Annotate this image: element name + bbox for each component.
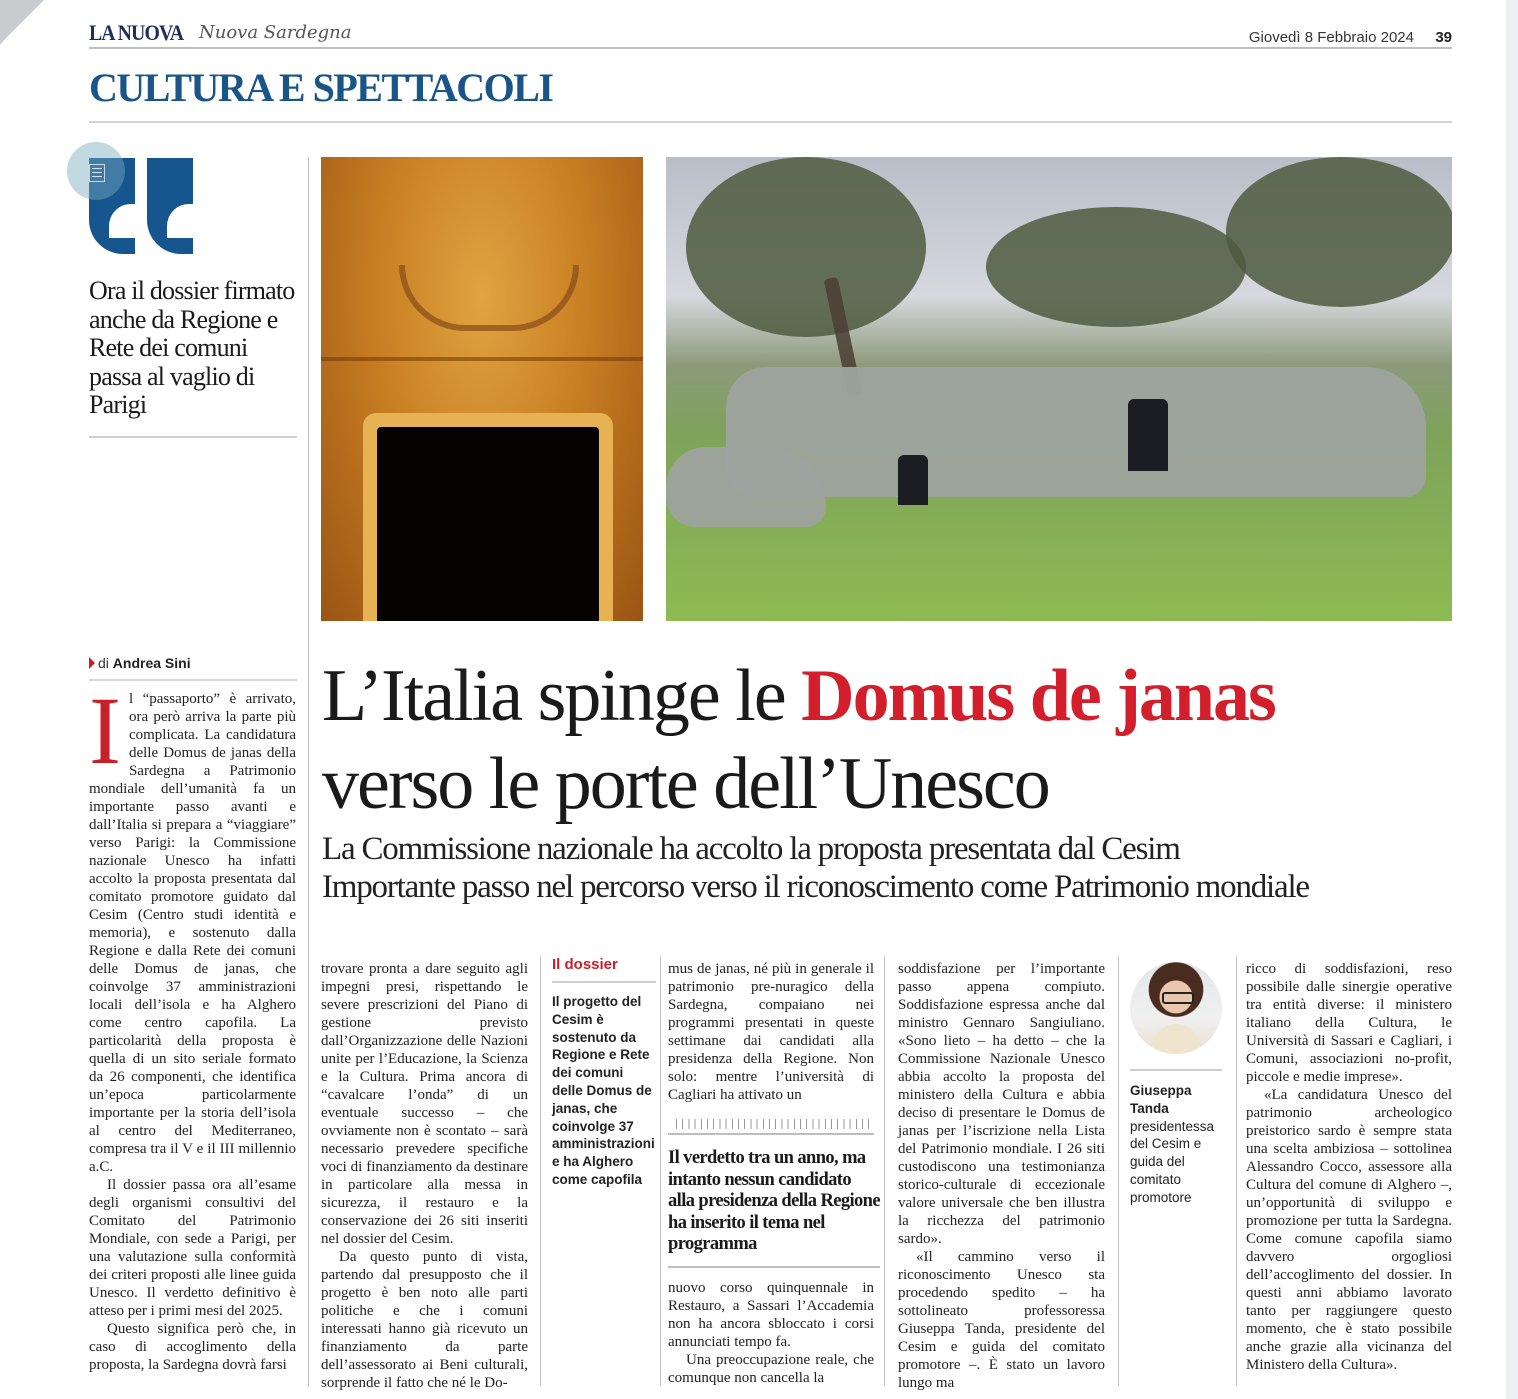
paragraph: nuovo corso quinquennale in Restauro, a Sassari l’Accademia non ha ancora sbloccato i corsi annunciati tempo fa. (668, 1280, 874, 1350)
article-column-4 (898, 960, 1105, 1392)
byline-prefix: di (98, 655, 109, 671)
author-name: Andrea Sini (112, 655, 191, 671)
headline-part2: verso le porte dell’Unesco (322, 743, 1049, 825)
portrait-name: Giuseppa Tanda (1130, 1083, 1192, 1116)
paragraph: «Il cammino verso il riconoscimento Unesco sta procedendo spedito – ha sottolineato professoressa Giuseppa Tanda, presidente del Cesim e guida del comitato promotore –. È stato un lavoro lungo ma (898, 1249, 1105, 1391)
divider (1130, 1069, 1222, 1071)
paragraph: ricco di soddisfazioni, reso possibile dalle sinergie operative tra entità diverse: il ministero italiano della Cultura, le Università di Sassari e Cagliari, i Comuni, associazioni no-profit, piccole e medie imprese». (1246, 961, 1452, 1085)
tomb-entrance-right (1128, 399, 1168, 471)
lintel-line (321, 357, 643, 361)
portrait-photo (1130, 962, 1222, 1054)
carved-tomb-entrance-photo (321, 157, 643, 621)
brand-logo: LA NUOVA (89, 20, 184, 45)
article-column-5 (1246, 960, 1452, 1374)
granite-outcrop (726, 367, 1426, 497)
headline-highlight: Domus de janas (801, 655, 1275, 737)
portrait-body (1152, 1024, 1200, 1054)
paragraph: mus de janas, né più in generale il patrimonio pre-nuragico della Sardegna, compaiano nei programmi presentati in queste settimane dai candidati alla presidenza della Regione. Non solo: mentre l’università di Cagliari ha attivato un (668, 961, 874, 1103)
column-divider (1118, 956, 1119, 1386)
portrait-role: presidentessa del Cesim e guida del comitato promotore (1130, 1118, 1215, 1205)
pullquote: Ora il dossier firmato anche da Regione e Rete dei comuni passa al vaglio di Parigi (89, 277, 297, 438)
column-divider (308, 157, 309, 1387)
article-column-3-bottom (668, 1279, 874, 1387)
paragraph: Questo significa però che, in caso di accoglimento della proposta, la Sardegna dovrà farsi (89, 1321, 296, 1373)
column-divider (660, 956, 661, 1386)
page-number: 39 (1435, 29, 1452, 46)
tree-line (986, 207, 1246, 327)
decorative-tick-rule (676, 1119, 872, 1129)
dossier-sidebar (552, 956, 656, 1189)
portrait-caption (1130, 1082, 1230, 1207)
masthead (89, 20, 1452, 49)
article-column-1 (89, 677, 296, 1374)
bull-horns-carving (399, 265, 579, 331)
brand-script-logo: Nuova Sardegna (199, 22, 352, 43)
column-divider (1236, 956, 1237, 1386)
paragraph: Una preoccupazione reale, che comunque non cancella la (668, 1352, 874, 1386)
tree (1226, 157, 1452, 307)
headline (322, 652, 1462, 828)
sidebar-kicker: Il dossier (552, 956, 656, 983)
tomb-entrance-left (898, 455, 928, 505)
page-corner-fold-shadow (0, 33, 10, 45)
section-header (89, 66, 1452, 123)
reader-mode-button[interactable] (67, 142, 125, 200)
article-column-3-top (668, 960, 874, 1104)
dateline: Giovedì 8 Febbraio 2024 (1248, 29, 1414, 46)
granite-outcrop (666, 447, 826, 527)
headline-part1: L’Italia spinge le (322, 655, 802, 737)
paragraph: l “passaporto” è arrivato, ora però arriva la parte più complicata. La candidatura delle Domus de janas della Sardegna a Patrimonio mondiale dell’umanità fa un importante passo avanti e dall’Italia si prepara a “viaggiare” verso Parigi: la Commissione nazionale Unesco ha infatti accolto la proposta presentata dal comitato promotore guidato dal Cesim (Centro studi identità e memoria), e sostenuto dalla Regione e dalla Rete dei comuni delle Domus de janas, che coinvolge 37 amministrazioni locali dell’isola e ha Alghero come centro capofila. La particolarità della proposta è quella di un sito seriale formato da 26 componenti, che identifica un’epoca particolarmente importante per la storia dell’isola al centro del Mediterraneo, compresa tra il V e il III millennio a.C. (89, 691, 296, 1175)
sidebar-body: Il progetto del Cesim è sostenuto da Regione e Rete dei comuni delle Domus de janas, che coinvolge 37 amministrazioni e ha Alghero come capofila (552, 994, 655, 1187)
section-title: CULTURA E SPETTACOLI (89, 65, 553, 110)
tomb-doorway (377, 427, 599, 621)
subhead-line2: Importante passo nel percorso verso il riconoscimento come Patrimonio mondiale (322, 869, 1309, 905)
portrait-glasses (1162, 992, 1194, 1004)
paragraph: trovare pronta a dare seguito agli impegni presi, rispettando le severe prescrizioni del Piano di gestione previsto dall’Organizzazione delle Nazioni unite per l’Educazione, la Scienza e la Cultura. Prima ancora di “cavalcare l’onda” di un eventuale successo – che ovviamente non è scontato – sarà necessario prevedere specifiche voci di finanziamento da destinare in particolare alla messa in sicurezza, il restauro e la conservazione dei 26 siti inseriti nel dossier del Cesim. (321, 961, 528, 1247)
reader-mode-icon (89, 164, 105, 182)
article-column-2 (321, 960, 528, 1392)
column-divider (540, 956, 541, 1386)
subhead-line1: La Commissione nazionale ha accolto la proposta presentata dal Cesim (322, 831, 1180, 867)
paragraph: «La candidatura Unesco del patrimonio archeologico preistorico sardo è sempre stata una scelta ambiziosa – sottolinea Alessandro Cocco, assessore alla Cultura del comune di Alghero –, un’opportunità di sviluppo e promozione per tutta la Sardegna. Come comune capofila siamo davvero orgogliosi dell’accoglimento del dossier. In questi anni abbiamo lavorato tanto per raggiungere questo momento, che è stato possibile anche grazie alla vicinanza del Ministero della Cultura». (1246, 1087, 1452, 1373)
paragraph: Il dossier passa ora all’esame degli organismi consultivi del Comitato del Patrimonio Mondiale, con sede a Parigi, per una valutazione sulla conformità dei criteri proposti alle linee guida Unesco. Il verdetto definitivo è atteso per i primi mesi del 2025. (89, 1177, 296, 1319)
drop-cap: I (89, 677, 121, 784)
divider (668, 1133, 874, 1135)
byline-arrow-icon (89, 657, 95, 669)
inner-headline: Il verdetto tra un anno, ma intanto nessun candidato alla presidenza della Regione ha inserito il tema nel programma (668, 1148, 880, 1268)
domus-de-janas-landscape-photo (666, 157, 1452, 621)
subheadline (322, 830, 1462, 906)
paragraph: Da questo punto di vista, partendo dal presupposto che il progetto è ben noto alle parti politiche e che i comuni interessati hanno già ricevuto un finanziamento da parte dell’assessorato ai Beni culturali, sorprende il fatto che né le Do- (321, 1249, 528, 1391)
tree (686, 157, 926, 337)
column-divider (884, 956, 885, 1386)
paragraph: soddisfazione per l’importante passo appena compiuto. Soddisfazione espressa anche dal ministro Gennaro Sangiuliano. «Sono lieto – ha detto – che la Commissione Nazionale Unesco abbia accolto la proposta del ministero della Cultura e abbia deciso di presentare le Domus de janas per l’iscrizione nella Lista del Patrimonio mondiale. I 26 siti custodiscono una testimonianza storico-culturale di eccezionale valore universale che ben illustra la ricchezza del patrimonio sardo». (898, 961, 1105, 1247)
